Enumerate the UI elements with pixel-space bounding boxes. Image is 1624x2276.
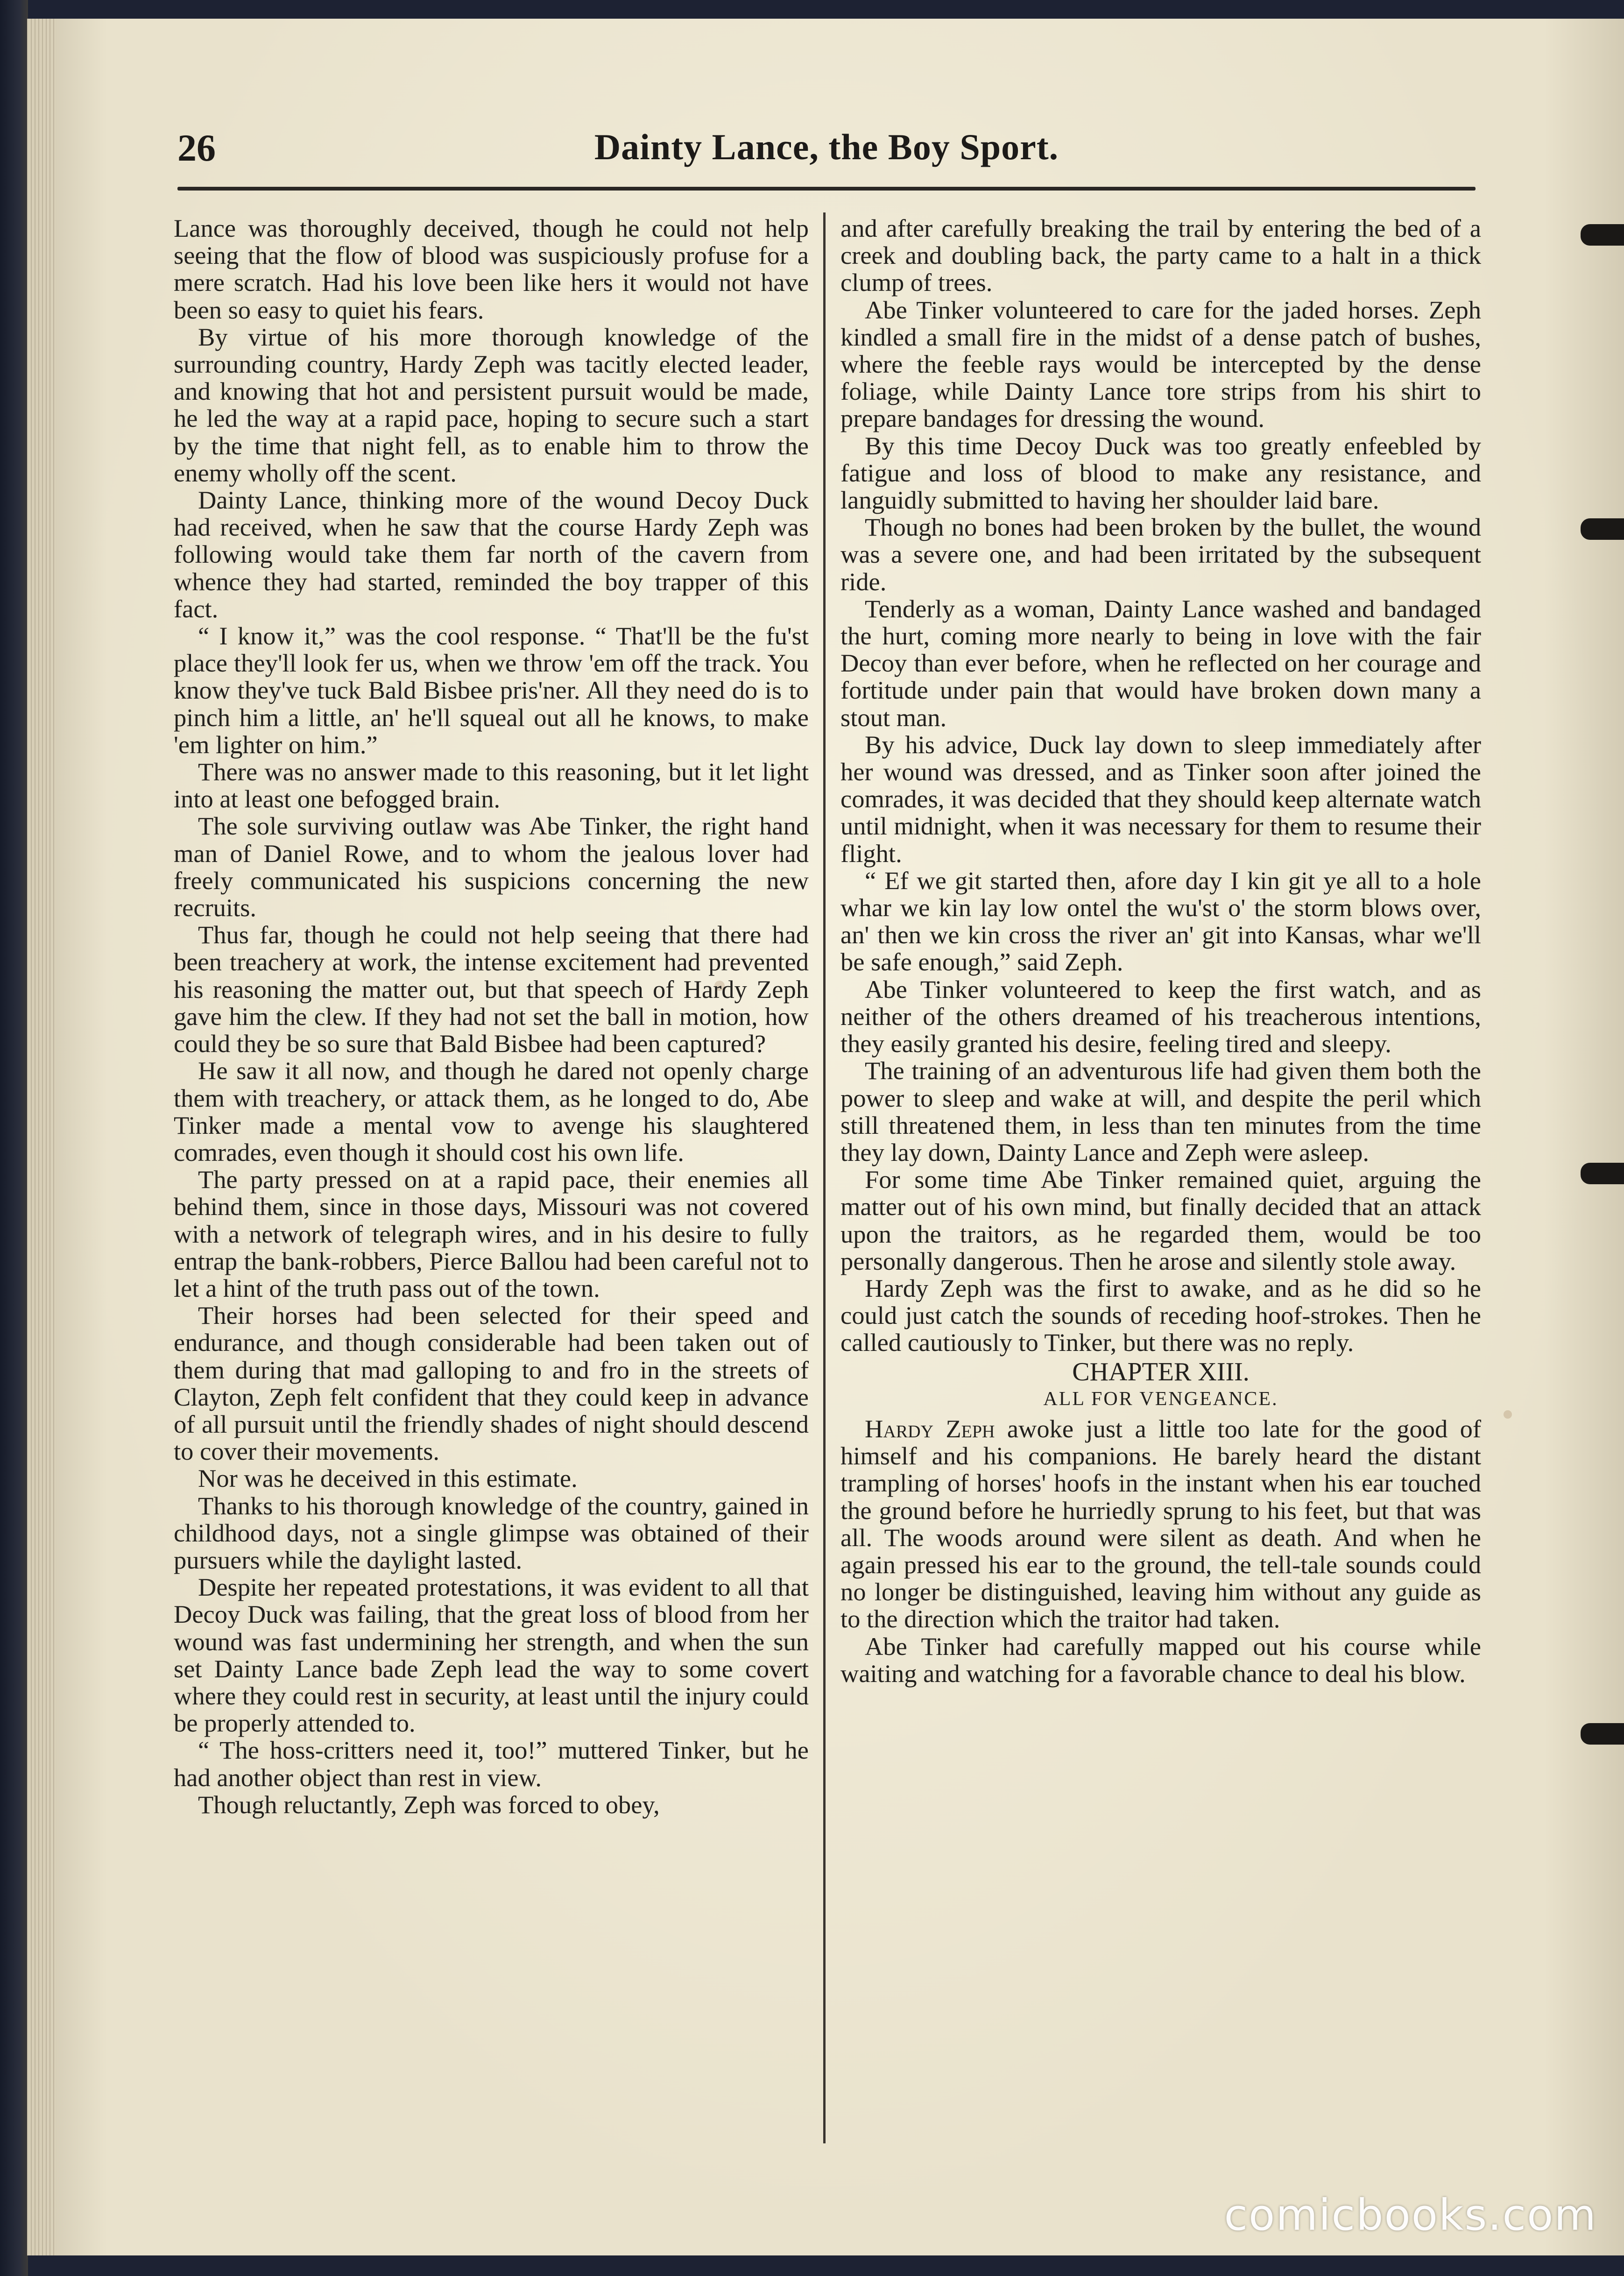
site-watermark: comicbooks.com bbox=[1224, 2190, 1597, 2240]
paragraph: By virtue of his more thorough knowledge of the surrounding country, Hardy Zeph was tacitly elected leader, and knowing that hot and persistent pursuit would be made, he led the way at a rapid pace, hoping to secure such a start by the time that night fell, as to enable him to throw the enemy wholly off the scent. bbox=[174, 322, 809, 487]
binding-staple bbox=[1581, 1723, 1624, 1745]
paragraph: Thus far, though he could not help seeing that there had been treachery at work, the intense excitement had prevented his reasoning the matter out, but that speech of Hardy Zeph gave him the clew. If they had not set the ball in motion, how could they be so sure that Bald Bisbee had been captured? bbox=[174, 920, 809, 1058]
paragraph: “ The hoss-critters need it, too!” muttered Tinker, but he had another object than rest in view. bbox=[174, 1736, 809, 1792]
paragraph: Dainty Lance, thinking more of the wound Decoy Duck had received, when he saw that the course Hardy Zeph was following would take them far north of the cavern from whence they had started, reminded the boy trapper of this fact. bbox=[174, 486, 809, 623]
paragraph: Tenderly as a woman, Dainty Lance washed and bandaged the hurt, coming more nearly to being in love with the fair Decoy than ever before, when he reflected on her courage and fortitude under pain that would have broken down many a stout man. bbox=[840, 594, 1481, 732]
paragraph: and after carefully breaking the trail by entering the bed of a creek and doubling back, the party came to a halt in a thick clump of trees. bbox=[840, 214, 1481, 297]
binding-staple bbox=[1581, 224, 1624, 246]
paragraph: Though no bones had been broken by the bullet, the wound was a severe one, and had been irritated by the subsequent ride. bbox=[840, 513, 1481, 596]
paragraph: For some time Abe Tinker remained quiet, arguing the matter out of his own mind, but finally decided that an attack upon the traitors, as he regarded them, would be too personally dangerous. Then he arose and silently stole away. bbox=[840, 1165, 1481, 1275]
binding-staple bbox=[1581, 518, 1624, 540]
page-header bbox=[177, 126, 1476, 177]
paragraph: The party pressed on at a rapid pace, their enemies all behind them, since in those days, Missouri was not covered with a network of telegraph wires, and in his desire to fully entrap the bank-robbers, Pierce Ballou had been careful not to let a hint of the truth pass out of the town. bbox=[174, 1165, 809, 1302]
binding-staple bbox=[1581, 1163, 1624, 1184]
paragraph: Nor was he deceived in this estimate. bbox=[198, 1464, 578, 1493]
paragraph: Lance was thoroughly deceived, though he could not help seeing that the flow of blood was suspiciously profuse for a mere scratch. Had his love been like hers it would not have been so easy to quiet his fears. bbox=[174, 214, 809, 324]
paragraph: There was no answer made to this reasoning, but it let light into at least one befogged brain. bbox=[174, 757, 809, 813]
background-edge bbox=[0, 0, 28, 2276]
page-number: 26 bbox=[177, 127, 216, 169]
paragraph: He saw it all now, and though he dared not openly charge them with treachery, or attack them, as he longed to do, Abe Tinker made a mental vow to avenge his slaughtered comrades, even though it should cost his own life. bbox=[174, 1056, 809, 1166]
page-stack-edge bbox=[28, 19, 56, 2255]
right-column bbox=[840, 215, 1481, 1687]
chapter-first-paragraph-text: awoke just a little too late for the good of himself and his companions. He barely heard the distant trampling of horses' hoofs in the instant when his ear touched the ground before he hurriedly sprung to his feet, but that was all. The woods around were silent as death. And when he again pressed his ear to the ground, the tell-tale sounds could no longer be distinguished, leaving him without any guide as to the direction which the traitor had taken. bbox=[840, 1414, 1481, 1633]
running-title: Dainty Lance, the Boy Sport. bbox=[594, 127, 1059, 167]
paragraph: Hardy Zeph was the first to awake, and as he did so he could just catch the sounds of receding hoof-strokes. Then he called cautiously to Tinker, but there was no reply. bbox=[840, 1273, 1481, 1357]
paragraph: Abe Tinker volunteered to keep the first watch, and as neither of the others dreamed of his treacherous intentions, they easily granted his desire, feeling tired and sleepy. bbox=[840, 975, 1481, 1058]
paragraph: The sole surviving outlaw was Abe Tinker, the right hand man of Daniel Rowe, and to whom the jealous lover had freely communicated his suspicions concerning the new recruits. bbox=[174, 812, 809, 922]
column-divider bbox=[823, 212, 826, 2143]
paragraph: Abe Tinker had carefully mapped out his course while waiting and watching for a favorable chance to deal his blow. bbox=[840, 1632, 1481, 1688]
paragraph: By his advice, Duck lay down to sleep immediately after her wound was dressed, and as Tinker soon after joined the comrades, it was decided that they should keep alternate watch until midnight, when it was necessary for them to resume their flight. bbox=[840, 730, 1481, 868]
header-rule bbox=[177, 187, 1476, 191]
chapter-lead-words: Hardy Zeph bbox=[865, 1414, 995, 1443]
paragraph: Thanks to his thorough knowledge of the country, gained in childhood days, not a single glimpse was obtained of their pursuers while the daylight lasted. bbox=[174, 1491, 809, 1574]
chapter-subtitle: ALL FOR VENGEANCE. bbox=[1043, 1388, 1278, 1410]
paragraph: Their horses had been selected for their speed and endurance, and though considerable had been taken out of them during that mad galloping to and fro in the streets of Clayton, Zeph felt confident that they could keep in advance of all pursuit until the friendly shades of night should descend to cover their movements. bbox=[174, 1301, 809, 1466]
paragraph: The training of an adventurous life had given them both the power to sleep and wake at will, and despite the peril which still threatened them, in less than ten minutes from the time they lay down, Dainty Lance and Zeph were asleep. bbox=[840, 1056, 1481, 1166]
paragraph: Abe Tinker volunteered to care for the jaded horses. Zeph kindled a small fire in the midst of a dense patch of bushes, where the feeble rays would be intercepted by the dense foliage, while Dainty Lance tore strips from his shirt to prepare bandages for dressing the wound. bbox=[840, 295, 1481, 433]
left-column bbox=[174, 215, 809, 1818]
chapter-title: CHAPTER XIII. bbox=[1072, 1357, 1250, 1386]
paragraph: By this time Decoy Duck was too greatly enfeebled by fatigue and loss of blood to make any resistance, and languidly submitted to having her shoulder laid bare. bbox=[840, 431, 1481, 515]
chapter-first-paragraph bbox=[840, 1415, 1481, 1633]
paragraph: Despite her repeated protestations, it was evident to all that Decoy Duck was failing, that the great loss of blood from her wound was fast undermining her strength, and when the sun set Dainty Lance bade Zeph lead the way to some covert where they could rest in security, at least until the injury could be properly attended to. bbox=[174, 1573, 809, 1738]
paragraph: Though reluctantly, Zeph was forced to obey, bbox=[198, 1790, 660, 1819]
paragraph: “ Ef we git started then, afore day I kin git ye all to a hole whar we kin lay low ontel the wu'st o' the storm blows over, an' then we kin cross the river an' git into Kansas, whar we'll be safe enough,” said Zeph. bbox=[840, 866, 1481, 976]
paragraph: “ I know it,” was the cool response. “ That'll be the fu'st place they'll look fer us, when we throw 'em off the track. You know they've tuck Bald Bisbee pris'ner. All they need do is to pinch him a little, an' he'll squeal out all he knows, to make 'em lighter on him.” bbox=[174, 622, 809, 759]
paper-stain bbox=[1504, 1410, 1512, 1419]
